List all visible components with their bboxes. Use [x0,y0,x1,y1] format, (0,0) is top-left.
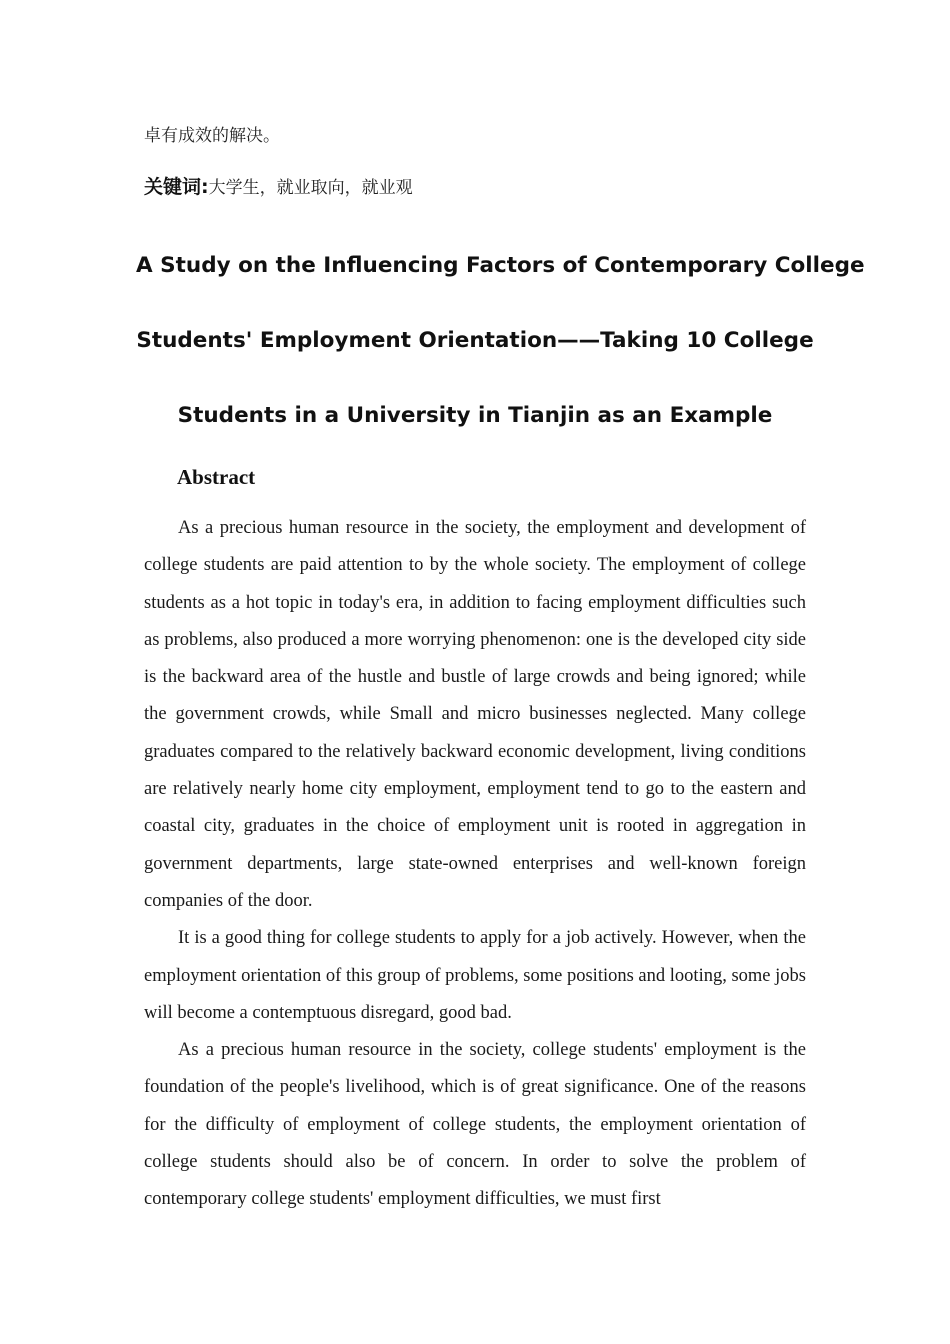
keywords-label: 关键词: [144,176,209,198]
title-line: Students in a University in Tianjin as an Example [177,403,773,428]
abstract-paragraph: As a precious human resource in the society, the employment and development of college students are paid attention to by the whole society. The employment of college students as a hot topic in today's era, in addition to facing employment difficulties such as problems, also produced a more worrying phenomenon: one is the developed city side is the backward area of the hustle and bustle of large crowds and being ignored; while the government crowds, while Small and micro businesses neglected. Many college graduates compared to the relatively backward economic development, living conditions are relatively nearly home city employment, employment tend to go to the eastern and coastal city, graduates in the choice of employment unit is rooted in aggregation in government departments, large state-owned enterprises and well-known foreign companies of the door. [144,518,806,911]
title-line: Students' Employment Orientation——Taking 10 College [136,328,814,353]
title-line: A Study on the Influencing Factors of Contemporary College [136,253,865,278]
page-content [136,122,865,1219]
keywords-line [144,173,806,202]
english-title [136,228,865,453]
abstract-paragraph: It is a good thing for college students to apply for a job actively. However, when the employment orientation of this group of problems, some positions and looting, some jobs will become a contemptuous disregard, good bad. [144,928,806,1023]
abstract-paragraph: As a precious human resource in the society, college students' employment is the foundation of the people's livelihood, which is of great significance. One of the reasons for the difficulty of employment of college students, the employment orientation of college students should also be of concern. In order to solve the problem of contemporary college students' employment difficulties, we must first [144,1040,806,1210]
keywords-value: 大学生，就业取向，就业观 [208,178,413,198]
abstract-heading: Abstract [177,465,256,489]
intro-line: 卓有成效的解决。 [144,126,280,146]
